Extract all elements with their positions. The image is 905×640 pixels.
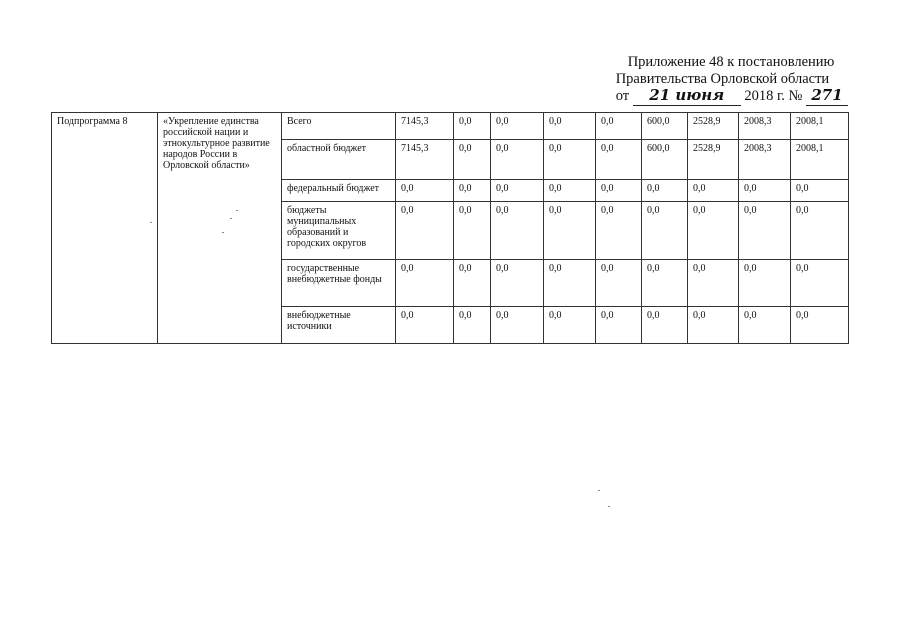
source-cell: государственные внебюджетные фонды (282, 260, 396, 307)
value-cell: 0,0 (491, 180, 544, 202)
value-cell: 0,0 (642, 307, 688, 344)
value-cell: 0,0 (491, 260, 544, 307)
handwritten-number: 271 (811, 86, 843, 104)
value-cell: 0,0 (739, 307, 791, 344)
value-cell: 0,0 (491, 202, 544, 260)
number-field (806, 88, 848, 106)
value-cell: 2008,3 (739, 140, 791, 180)
value-cell: 0,0 (791, 180, 849, 202)
value-cell: 0,0 (491, 140, 544, 180)
document-header (616, 54, 848, 106)
value-cell: 0,0 (396, 202, 454, 260)
source-cell: бюджеты муниципальных образований и городских округов (282, 202, 396, 260)
source-cell: внебюджетные источники (282, 307, 396, 344)
value-cell: 0,0 (544, 113, 596, 140)
value-cell: 2008,1 (791, 113, 849, 140)
value-cell: 0,0 (491, 113, 544, 140)
value-cell: 0,0 (491, 307, 544, 344)
value-cell: 0,0 (454, 202, 491, 260)
source-cell: федеральный бюджет (282, 180, 396, 202)
value-cell: 0,0 (688, 260, 739, 307)
date-prefix: от (615, 88, 630, 104)
value-cell: 0,0 (596, 202, 642, 260)
value-cell: 0,0 (739, 180, 791, 202)
value-cell: 7145,3 (396, 140, 454, 180)
value-cell: 2528,9 (688, 140, 739, 180)
financing-table (51, 112, 849, 344)
government-line: Правительства Орловской области (615, 71, 830, 87)
value-cell: 0,0 (454, 180, 491, 202)
value-cell: 0,0 (596, 307, 642, 344)
value-cell: 0,0 (791, 202, 849, 260)
appendix-title: Приложение 48 к постановлению (627, 54, 835, 70)
value-cell: 0,0 (396, 307, 454, 344)
value-cell: 600,0 (642, 113, 688, 140)
value-cell: 0,0 (688, 180, 739, 202)
value-cell: 0,0 (544, 260, 596, 307)
value-cell: 0,0 (596, 113, 642, 140)
value-cell: 2528,9 (688, 113, 739, 140)
scan-speck (222, 232, 224, 233)
scan-speck (150, 222, 152, 223)
scan-speck (598, 490, 600, 491)
value-cell: 0,0 (544, 202, 596, 260)
value-cell: 0,0 (642, 260, 688, 307)
value-cell: 0,0 (454, 113, 491, 140)
subprogram-title-cell: «Укрепление единства российской нации и этнокультурное развитие народов России в Орловской области» (158, 113, 282, 344)
date-field (633, 88, 741, 106)
handwritten-date: 21 июня (649, 86, 725, 104)
value-cell: 0,0 (596, 140, 642, 180)
value-cell: 0,0 (544, 180, 596, 202)
scan-speck (230, 218, 232, 219)
source-cell: областной бюджет (282, 140, 396, 180)
value-cell: 0,0 (596, 180, 642, 202)
scan-speck (608, 506, 610, 507)
value-cell: 0,0 (688, 307, 739, 344)
value-cell: 0,0 (642, 180, 688, 202)
value-cell: 7145,3 (396, 113, 454, 140)
year-label: 2018 г. № (744, 88, 803, 104)
value-cell: 0,0 (544, 307, 596, 344)
value-cell: 0,0 (791, 307, 849, 344)
value-cell: 0,0 (596, 260, 642, 307)
subprogram-cell: Подпрограмма 8 (52, 113, 158, 344)
value-cell: 0,0 (454, 260, 491, 307)
value-cell: 0,0 (688, 202, 739, 260)
value-cell: 0,0 (544, 140, 596, 180)
value-cell: 600,0 (642, 140, 688, 180)
value-cell: 0,0 (739, 202, 791, 260)
value-cell: 0,0 (396, 260, 454, 307)
value-cell: 0,0 (396, 180, 454, 202)
value-cell: 0,0 (454, 307, 491, 344)
table-row (52, 113, 849, 140)
value-cell: 2008,3 (739, 113, 791, 140)
scan-speck (236, 210, 238, 211)
value-cell: 0,0 (739, 260, 791, 307)
value-cell: 0,0 (791, 260, 849, 307)
value-cell: 0,0 (454, 140, 491, 180)
decree-date-line (616, 88, 848, 106)
source-cell: Всего (282, 113, 396, 140)
value-cell: 2008,1 (791, 140, 849, 180)
value-cell: 0,0 (642, 202, 688, 260)
